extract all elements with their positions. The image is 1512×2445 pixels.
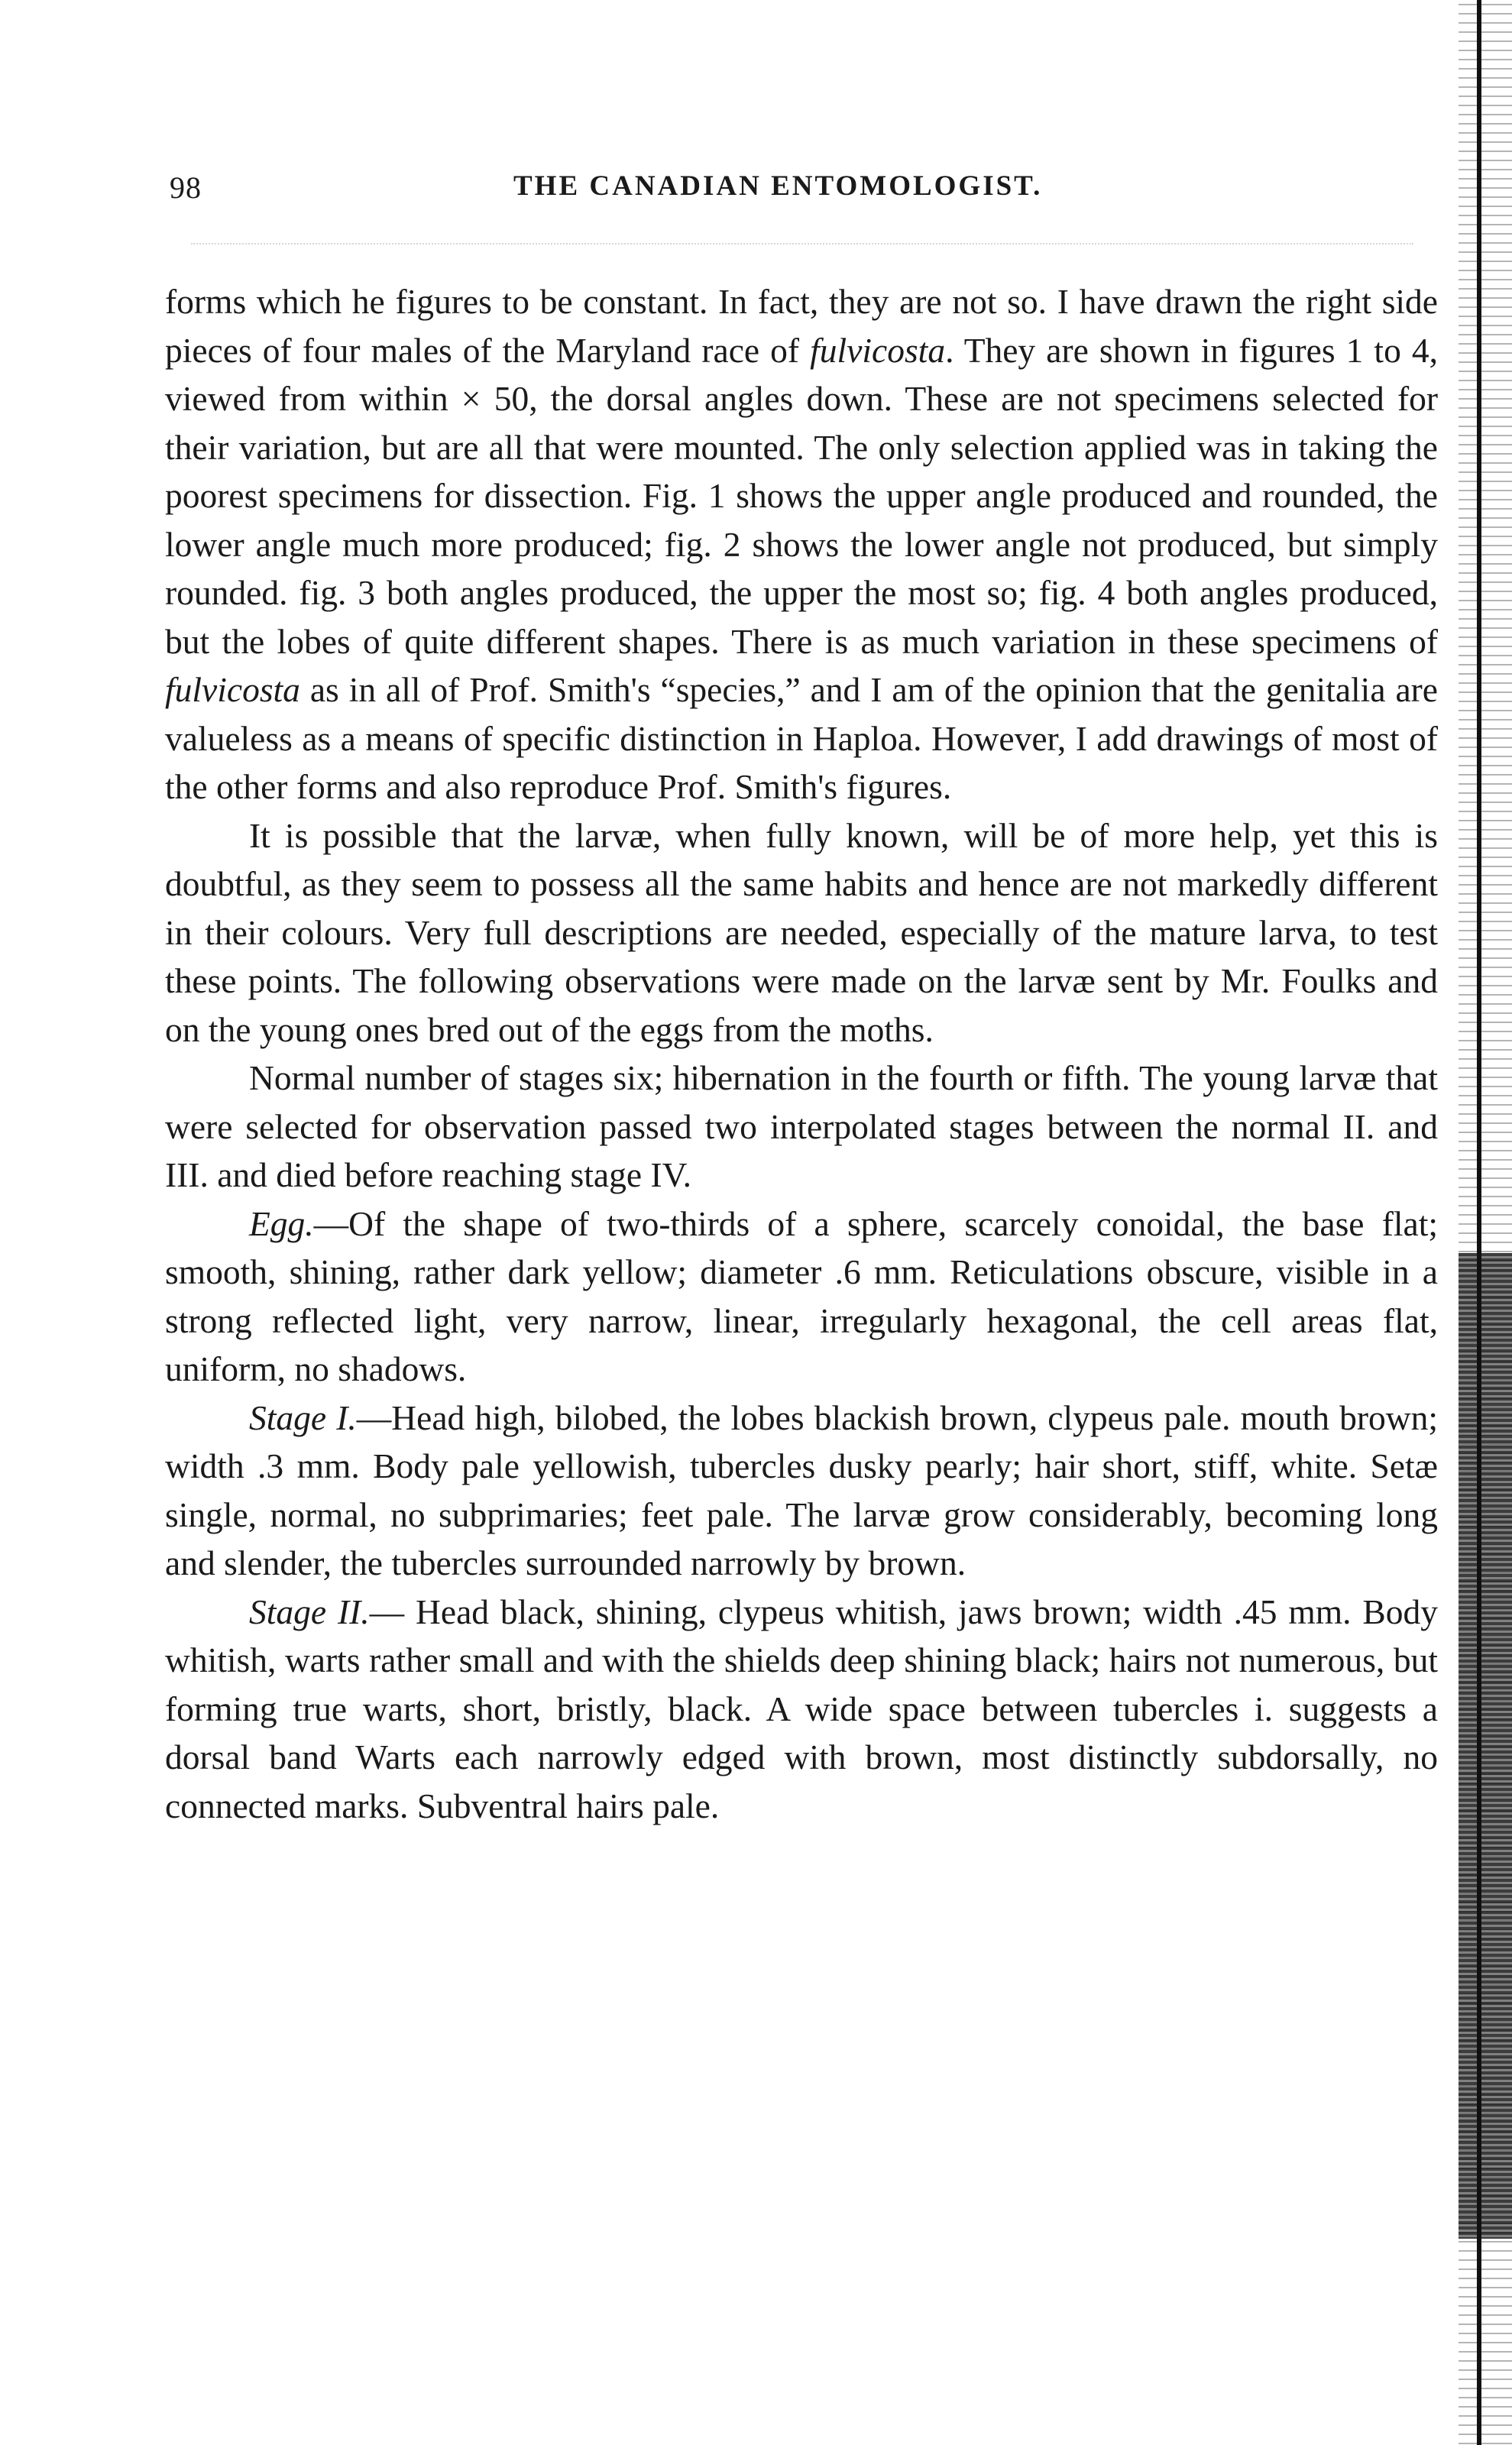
paragraph-egg (165, 1200, 1438, 1394)
paragraph-1-text-cont: . They are shown in figures 1 to 4, viewed from within × 50, the dorsal angles down. These are not specimens selected for their variation, but are all that were mounted. The only selection applied was in taking the poorest specimens for dissection. Fig. 1 shows the upper angle produced and rounded, the lower angle much more produced; fig. 2 shows the lower angle not produced, but simply rounded. fig. 3 both angles produced, the upper the most so; fig. 4 both angles produced, but the lobes of quite different shapes. There is as much variation in these specimens of (165, 330, 1439, 661)
paragraph-1-text: forms which he figures to be constant. In fact, they are not so. I have drawn the right side pieces of four males of the Maryland race of (165, 282, 1438, 370)
stage-2-text: — Head black, shining, clypeus whitish, jaws brown; width .45 mm. Body whitish, warts rather small and with the shields deep shining black; hairs not numerous, but forming true warts, short, bristly, black. A wide space between tubercles i. suggests a dorsal band Warts each narrowly edged with brown, most distinctly subdorsally, no connected marks. Subventral hairs pale. (165, 1592, 1439, 1825)
running-title: THE CANADIAN ENTOMOLOGIST. (513, 170, 1043, 202)
species-name-2: fulvicosta (165, 670, 300, 709)
scan-edge-dark-texture (1459, 1253, 1512, 2239)
stage-1-text: —Head high, bilobed, the lobes blackish brown, clypeus pale. mouth brown; width .3 mm. Body pale yellowish, tubercles dusky pearly; hair short, stiff, white. Setæ single, normal, no subprimaries; feet pale. The larvæ grow considerably, becoming long and slender, the tubercles surrounded narrowly by brown. (165, 1397, 1438, 1582)
header-rule (191, 243, 1413, 244)
paragraph-3: Normal number of stages six; hibernation in the fourth or fifth. The young larvæ that were selected for observation passed two interpolated stages between the normal II. and III. and died before reaching stage IV. (165, 1058, 1438, 1194)
stage-1-heading: Stage I. (249, 1397, 357, 1437)
scan-edge-bar (1477, 0, 1481, 2445)
paragraph-1 (165, 277, 1438, 811)
species-name: fulvicosta (810, 330, 946, 370)
page-number: 98 (170, 170, 202, 205)
stage-2-heading: Stage II. (249, 1592, 370, 1631)
paragraph-stage-1 (165, 1394, 1438, 1588)
paragraph-stage-2 (165, 1588, 1438, 1831)
egg-text: —Of the shape of two-thirds of a sphere, scarcely conoidal, the base flat; smooth, shining, rather dark yellow; diameter .6 mm. Reticulations obscure, visible in a strong reflected light, very narrow, linear, irregularly hexagonal, the cell areas flat, uniform, no shadows. (165, 1203, 1438, 1388)
egg-heading: Egg. (249, 1203, 314, 1243)
body-text (165, 277, 1438, 1830)
paragraph-2: It is possible that the larvæ, when fully known, will be of more help, yet this is doubtful, as they seem to possess all the same habits and hence are not markedly different in their colours. Very full descriptions are needed, especially of the mature larva, to test these points. The following observations were made on the larvæ sent by Mr. Foulks and on the young ones bred out of the eggs from the moths. (165, 815, 1438, 1049)
paragraph-1-text-end: as in all of Prof. Smith's “species,” and I am of the opinion that the genitalia are valueless as a means of specific distinction in Haploa. However, I add drawings of most of the other forms and also reproduce Prof. Smith's figures. (165, 670, 1438, 806)
page-header (170, 170, 1438, 215)
